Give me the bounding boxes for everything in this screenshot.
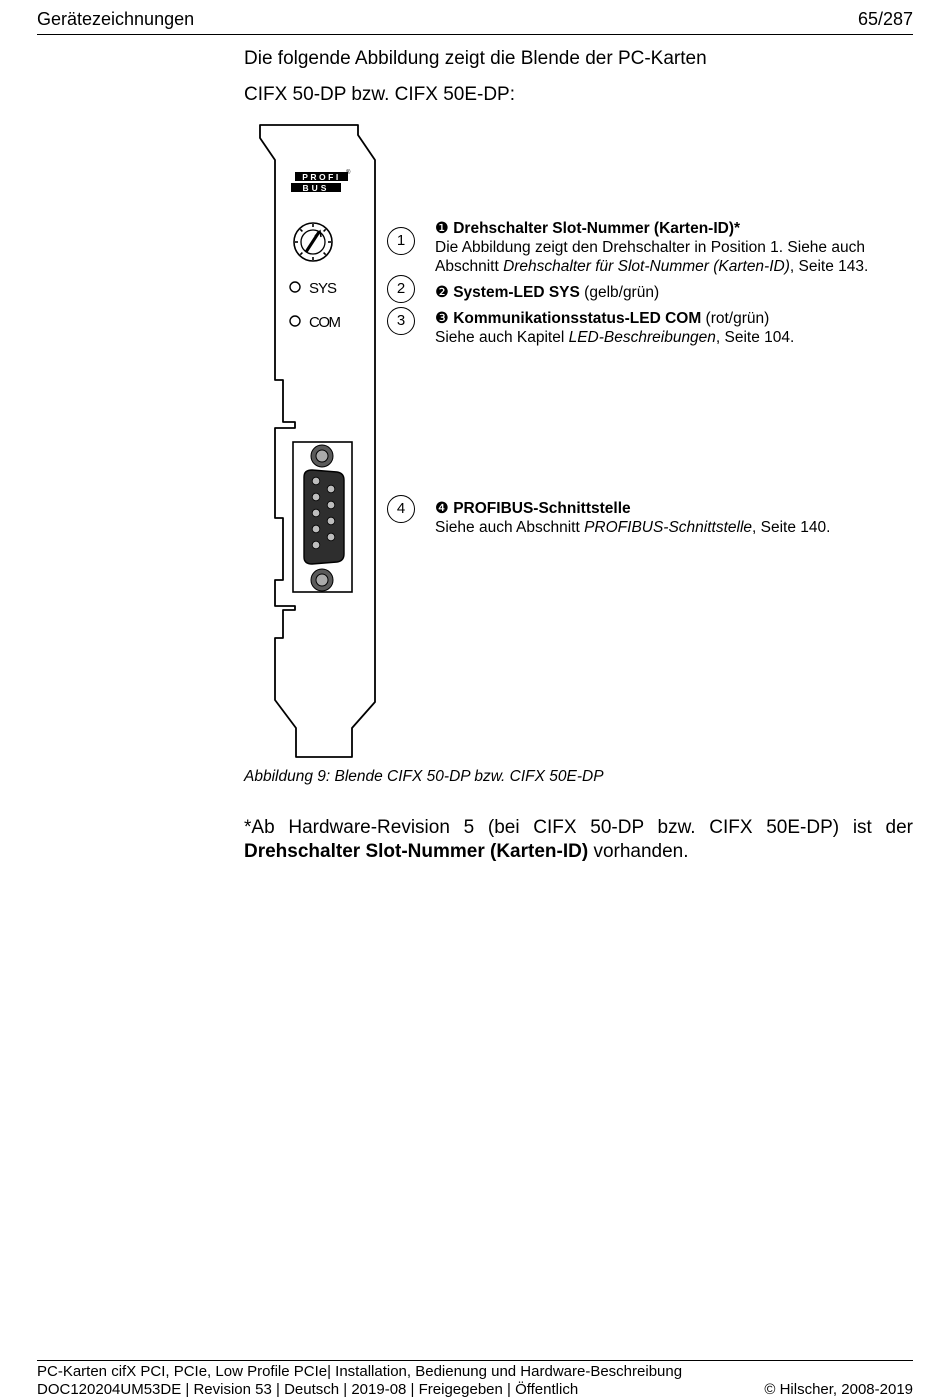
lower-mounting-screw [311, 569, 333, 591]
item-rotary-switch [435, 219, 915, 276]
led-com-label: COM [309, 314, 340, 331]
footer-product-line: PC-Karten cifX PCI, PCIe, Low Profile PCIe| Installation, Bedienung und Hardware-Beschreibung [37, 1363, 683, 1380]
item-1-page: , Seite 143. [789, 258, 869, 275]
intro-line-2: CIFX 50-DP bzw. CIFX 50E-DP: [244, 84, 516, 105]
section-title: Gerätezeichnungen [37, 9, 195, 29]
callout-1: 1 [387, 227, 415, 255]
sub-d-connector [293, 442, 352, 592]
led-sys-label: SYS [309, 280, 337, 297]
item-1-ref: Drehschalter für Slot-Nummer (Karten-ID) [503, 258, 790, 275]
item-3-title: Kommunikationsstatus-LED COM [453, 310, 702, 327]
item-4-marker: ❹ [435, 500, 449, 517]
footer-copyright: © Hilscher, 2008-2019 [764, 1381, 913, 1398]
rotary-switch [294, 223, 332, 261]
logo-text-top: PROFI [302, 172, 341, 182]
item-4-title: PROFIBUS-Schnittstelle [453, 500, 631, 517]
item-com-led [435, 309, 915, 347]
figure-caption: Abbildung 9: Blende CIFX 50-DP bzw. CIFX 50E-DP [244, 768, 604, 785]
led-sys [290, 280, 337, 297]
item-1-title: Drehschalter Slot-Nummer (Karten-ID)* [453, 220, 741, 237]
page-header [37, 8, 913, 35]
logo-text-bottom: BUS [302, 183, 330, 193]
page-footer [37, 1360, 913, 1398]
item-1-text: Die Abbildung zeigt den Drehschalter in Position 1. Siehe auch Abschnitt [435, 239, 865, 275]
item-system-led [435, 283, 915, 302]
callout-2: 2 [387, 275, 415, 303]
callout-3: 3 [387, 307, 415, 335]
profibus-logo [291, 169, 351, 193]
item-3-ref: LED-Beschreibungen [568, 329, 716, 346]
intro-line-1: Die folgende Abbildung zeigt die Blende der PC-Karten [244, 48, 707, 69]
bracket-outline [260, 125, 375, 757]
item-profibus-interface [435, 499, 915, 537]
item-1-marker: ❶ [435, 220, 449, 237]
item-3-page: , Seite 104. [715, 329, 795, 346]
callout-4: 4 [387, 495, 415, 523]
note-text-end: vorhanden. [588, 841, 689, 862]
bracket-figure [255, 120, 390, 762]
footer-document-info: DOC120204UM53DE | Revision 53 | Deutsch | 2019-08 | Freigegeben | Öffentlich [37, 1381, 579, 1398]
item-4-text: Siehe auch Abschnitt [435, 519, 585, 536]
item-3-text: Siehe auch Kapitel [435, 329, 569, 346]
logo-registered-mark: ® [346, 170, 351, 176]
upper-mounting-screw [311, 445, 333, 467]
item-3-suffix: (rot/grün) [701, 310, 770, 327]
hardware-revision-note [244, 816, 913, 864]
note-text: *Ab Hardware-Revision 5 (bei CIFX 50-DP bzw. CIFX 50E-DP) ist der [244, 817, 913, 838]
item-3-marker: ❸ [435, 310, 449, 327]
item-2-marker: ❷ [435, 284, 449, 301]
item-4-ref: PROFIBUS-Schnittstelle [584, 519, 753, 536]
page-number: 65/287 [857, 9, 913, 29]
item-2-title: System-LED SYS [453, 284, 580, 301]
connector-shell [304, 470, 344, 564]
item-2-suffix: (gelb/grün) [579, 284, 660, 301]
led-com [290, 314, 341, 331]
note-bold: Drehschalter Slot-Nummer (Karten-ID) [244, 841, 589, 862]
item-4-page: , Seite 140. [752, 519, 831, 536]
